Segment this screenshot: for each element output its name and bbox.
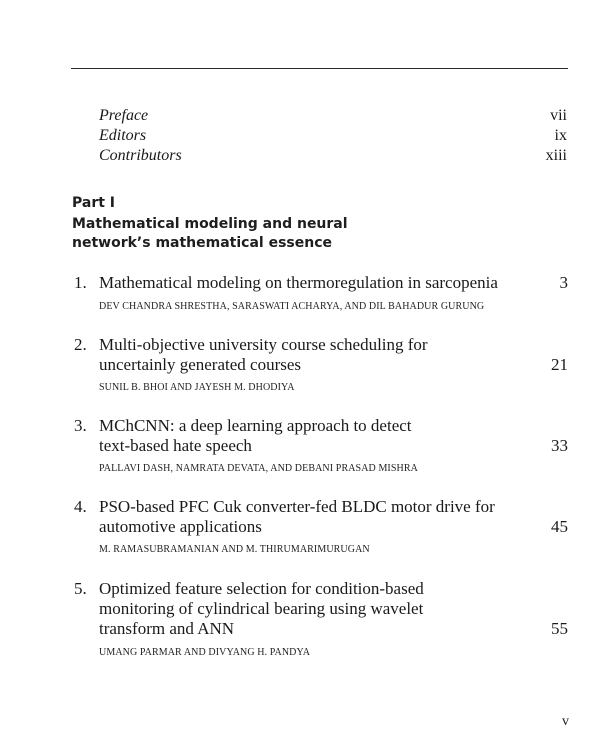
chapter-page-number: 21 [551, 355, 568, 374]
chapter-number: 3. [74, 416, 87, 435]
chapter-title [99, 335, 428, 375]
chapter-page-number: 33 [551, 436, 568, 455]
chapter-number: 2. [74, 335, 87, 354]
header-rule [71, 68, 568, 69]
chapter-title-line: monitoring of cylindrical bearing using wavelet [99, 599, 424, 618]
front-label: Preface [99, 107, 149, 124]
chapter-title-line: transform and ANN [99, 619, 235, 638]
part-title: Mathematical modeling and neural network’s mathematical essence [72, 216, 348, 251]
chapter-title [99, 497, 495, 537]
chapter-authors: M. RAMASUBRAMANIAN AND M. THIRUMARIMURUGAN [99, 544, 370, 555]
front-page-number: ix [554, 127, 567, 144]
front-page-number: xiii [545, 147, 567, 164]
page-folio: v [562, 714, 569, 729]
chapter-title-line: MChCNN: a deep learning approach to detect [99, 416, 412, 435]
chapter-page-number: 3 [559, 273, 568, 292]
chapter-number: 4. [74, 497, 87, 516]
toc-front-editors[interactable] [99, 127, 567, 147]
chapter-authors: SUNIL B. BHOI AND JAYESH M. DHODIYA [99, 382, 295, 393]
chapter-title [99, 416, 412, 456]
front-label: Contributors [99, 147, 182, 164]
chapter-number: 5. [74, 579, 87, 598]
chapter-title [99, 579, 424, 639]
front-page-number: vii [550, 107, 567, 124]
chapter-title-line: Mathematical modeling on thermoregulation in sarcopenia [99, 273, 498, 292]
chapter-title-line: Multi-objective university course scheduling for [99, 335, 428, 354]
chapter-page-number: 45 [551, 517, 568, 536]
chapter-title-line: PSO-based PFC Cuk converter-fed BLDC motor drive for [99, 497, 495, 516]
chapter-title-line: uncertainly generated courses [99, 355, 302, 374]
chapter-authors: PALLAVI DASH, NAMRATA DEVATA, AND DEBANI PRASAD MISHRA [99, 463, 418, 474]
chapter-page-number: 55 [551, 619, 568, 638]
chapter-title-line: automotive applications [99, 517, 262, 536]
chapter-title-line: Optimized feature selection for condition-based [99, 579, 424, 598]
toc-front-contributors[interactable] [99, 147, 567, 167]
front-label: Editors [99, 127, 147, 144]
toc-front-preface[interactable] [99, 107, 567, 127]
chapter-title [99, 273, 498, 293]
chapter-title-line: text-based hate speech [99, 436, 252, 455]
part-label: Part I [72, 195, 116, 211]
chapter-authors: DEV CHANDRA SHRESTHA, SARASWATI ACHARYA, AND DIL BAHADUR GURUNG [99, 301, 485, 312]
chapter-authors: UMANG PARMAR AND DIVYANG H. PANDYA [99, 647, 311, 658]
chapter-number: 1. [74, 273, 87, 292]
